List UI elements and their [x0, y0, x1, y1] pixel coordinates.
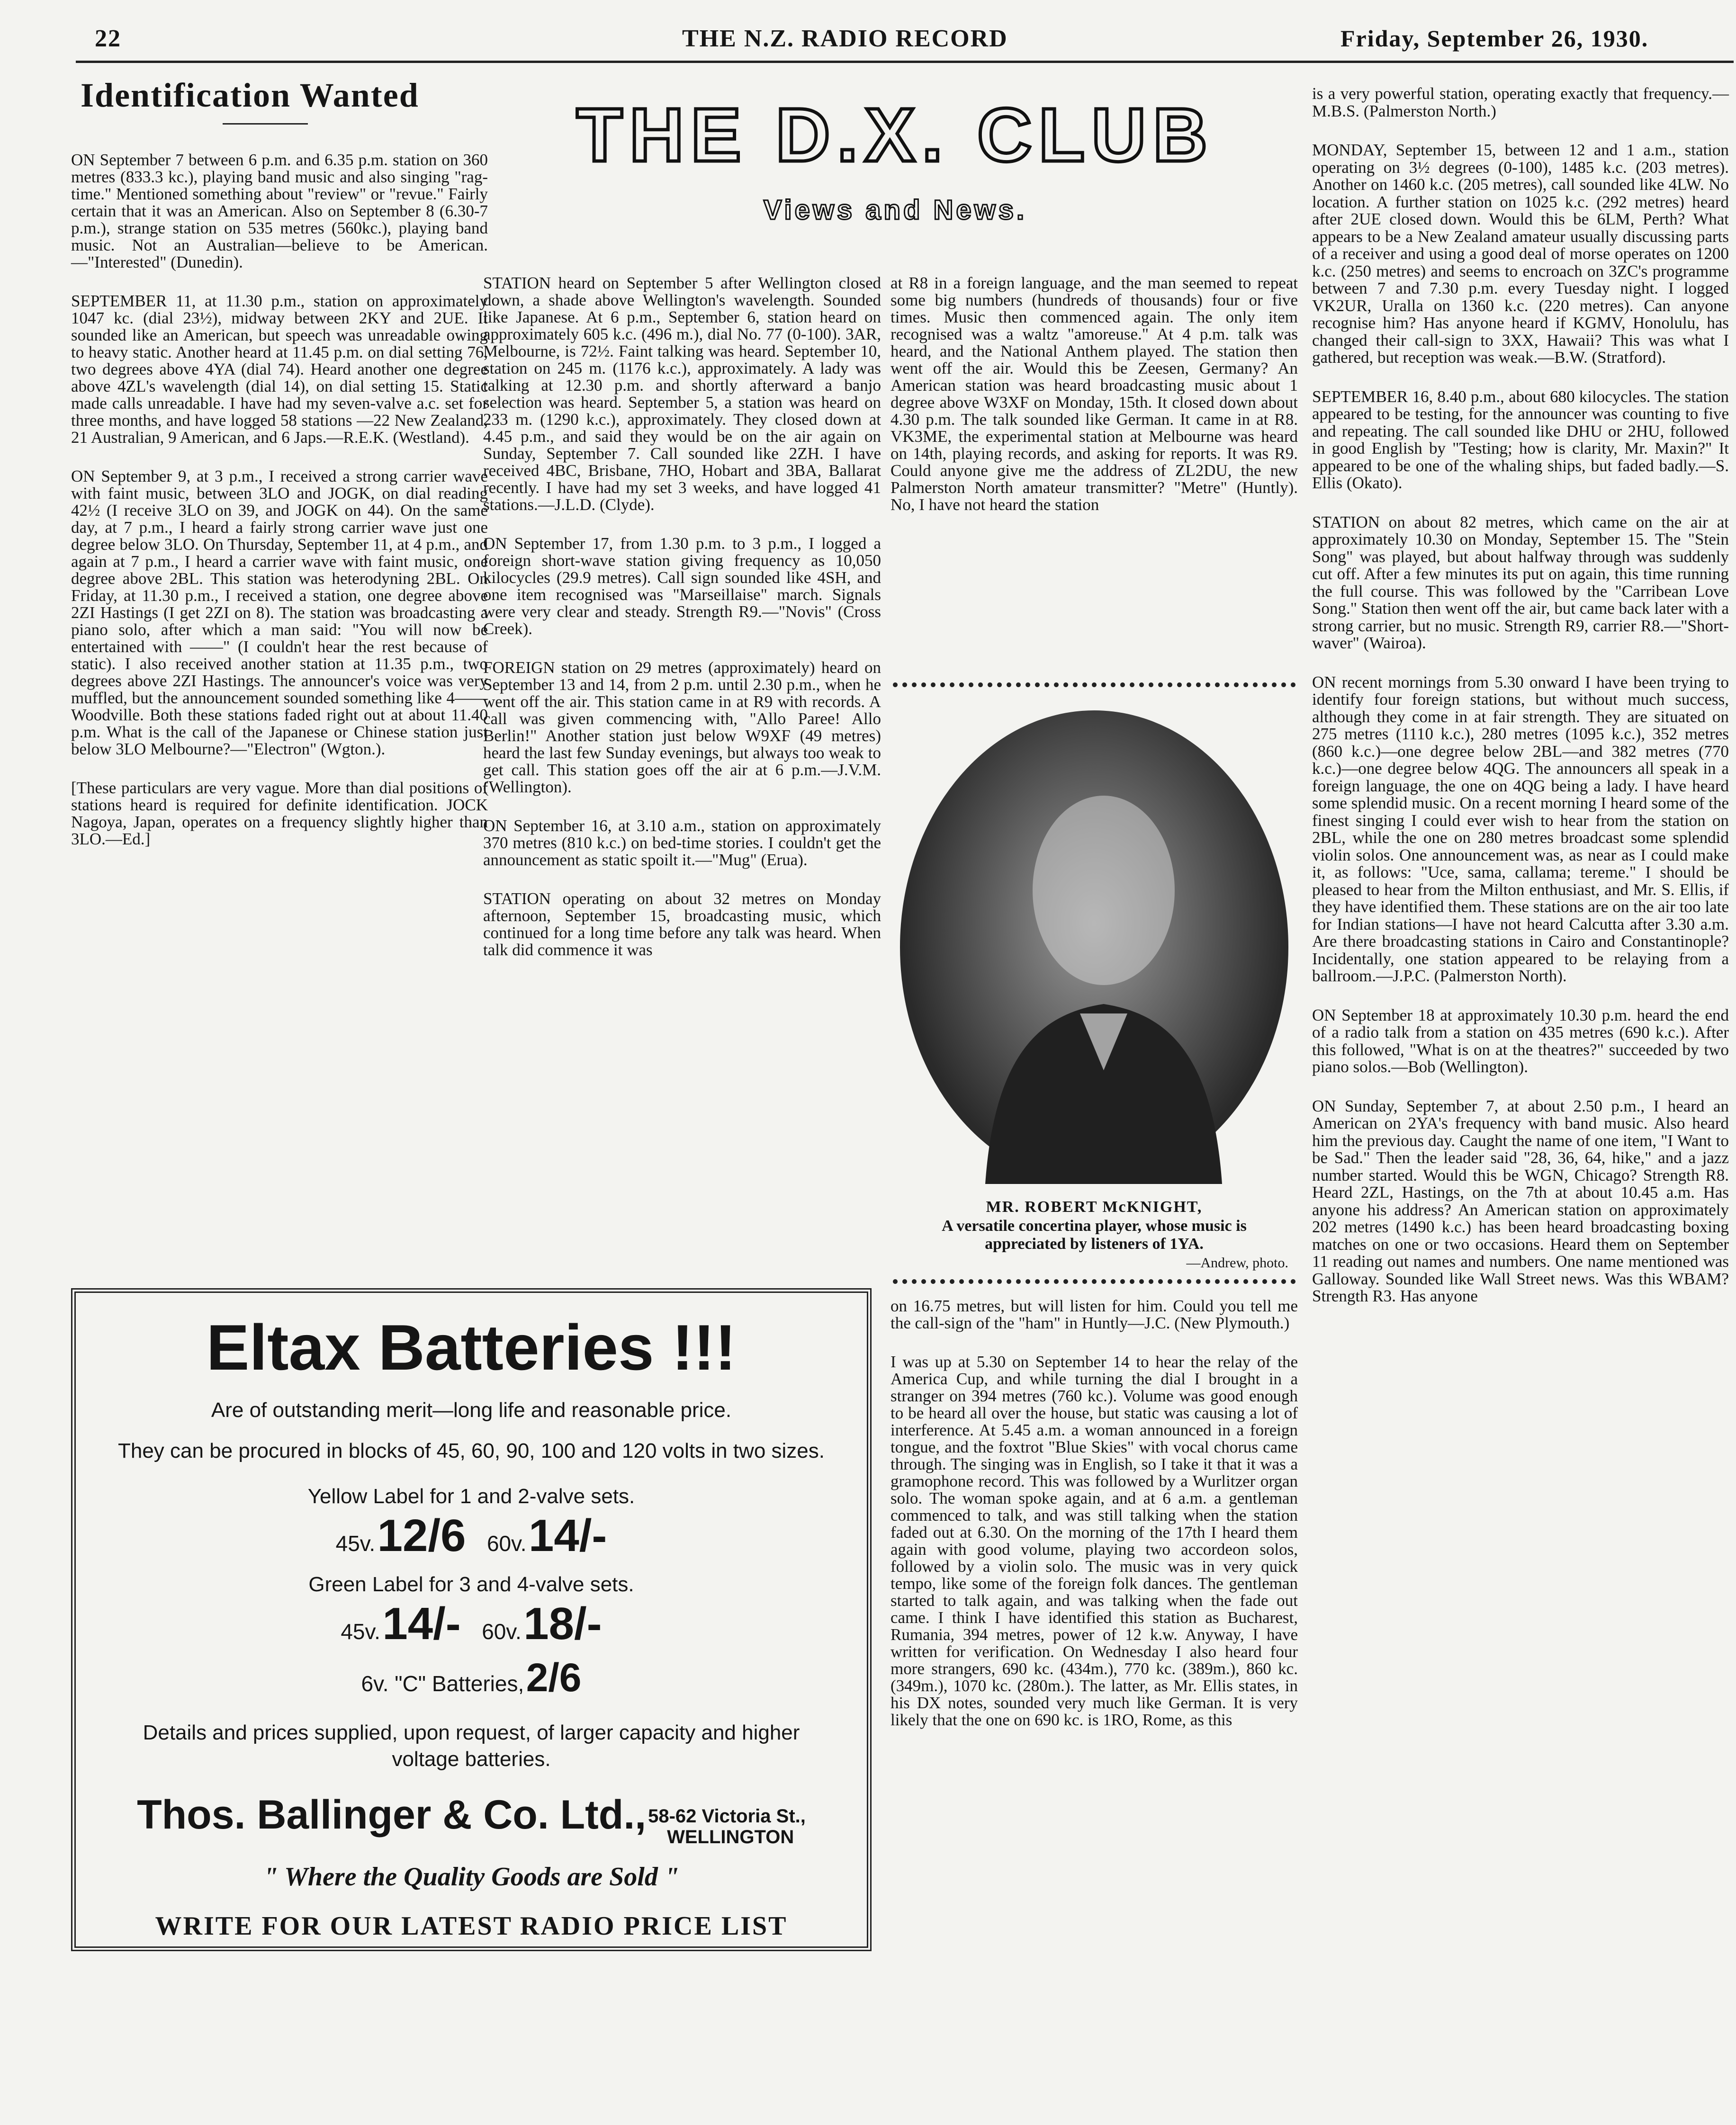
- col2-para-4: ON September 16, at 3.10 a.m., station on approximately 370 metres (810 k.c.) on bed-time stories. I couldn't get the announcement as static spoilt it.—"Mug" (Erua).: [483, 816, 881, 869]
- col3-top-para: at R8 in a foreign language, and the man seemed to repeat some big numbers (hundreds of thousands) four or five times. Music then commenced again. The only item recognised was a waltz "amoreuse." At 4 p.m. talk was heard, and the National Anthem played. The station then went off the air. Would this be Zeesen, Germany? An American station was heard broadcasting music about 1 degree above W3XF on Monday, 15th. It closed down about 4.30 p.m. The talk sounded like German. It came in at R8. VK3ME, the experimental station at Melbourne was heard on 14th, playing records, and asking for reports. It was R9. Could anyone give me the address of ZL2DU, the new Palmerston North amateur transmitter? "Metre" (Huntly). No, I have not heard the station: [890, 274, 1298, 514]
- col4-para-7: ON Sunday, September 7, at about 2.50 p.m., I heard an American on 2YA's frequency with band music. Also heard him the previous day. Caught the name of one item, "I Want to be Sad." Then the leader said "28, 36, 64, hike," and a jazz number started. Would this be WGN, Chicago? Strength R8. Heard 2ZL, Hastings, on the 7th at about 10.45 a.m. Has anyone his address? An American station on approximately 202 metres (1490 k.c.) has been heard broadcasting boxing matches on one or two occasions. Heard them on September 11 reading out names and numbers. One name mentioned was Galloway. Sounded like Wall Street news. Was this WBAM? Strength R3. Has anyone: [1312, 1096, 1729, 1305]
- issue-date: Friday, September 26, 1930.: [1340, 25, 1649, 52]
- g60: 60v.: [482, 1619, 522, 1644]
- col4-para-1: is a very powerful station, operating exactly that frequency.—M.B.S. (Palmerston North.): [1312, 84, 1729, 120]
- c-label: 6v. "C" Batteries,: [361, 1671, 524, 1696]
- col2-para-2: ON September 17, from 1.30 p.m. to 3 p.m., I logged a foreign short-wave station giving frequency as 10,050 kilocycles (29.9 metres). Call sign sounded like 4SH, and one item recognised was "Marseillaise" march. Signals were very clear and steady. Strength R9.—"Novis" (Cross Creek).: [483, 534, 881, 638]
- identification-title: Identification Wanted: [81, 76, 419, 114]
- publication-title: THE N.Z. RADIO RECORD: [682, 25, 1008, 52]
- y60-price: 14/-: [528, 1510, 607, 1561]
- photo-divider-top: [890, 682, 1298, 688]
- col2-para-1: STATION heard on September 5 after Wellington closed down, a shade above Wellington's wavelength. Sounded like Japanese. At 6 p.m., September 6, station heard on approximately 605 k.c. (496 m.), dial No. 77 (0-100). 3AR, Melbourne, is 72½. Faint talking was heard. September 10, station on 245 m. (1176 k.c.), approximately. A lady was talking at 12.30 p.m. and shortly afterward a banjo selection was heard. September 5, a station was heard on 233 m. (1290 k.c.), approximately. They closed down at 4.45 p.m., and said they would be on the air again on Sunday, September 7. Call sounded like 2ZH. I have received 4BC, Brisbane, 7HO, Hobart and 3BA, Ballarat recently. I have had my set 3 weeks, and have logged 41 stations.—J.L.D. (Clyde).: [483, 274, 881, 514]
- ad-title: Eltax Batteries !!!: [206, 1311, 737, 1383]
- ad-yellow-prices: [76, 1510, 867, 1562]
- col4-para-4: STATION on about 82 metres, which came on the air at approximately 10.30 on Monday, September 15. The "Stein Song" was played, but about halfway through was suddenly cut off. After a few minutes its put on again, this time running the full course. This was followed by the "Carribean Love Song." Station then went off the air, but came back later with a strong carrier, but no music. Strength R9, carrier R8.—"Short-waver" (Wairoa).: [1312, 512, 1729, 652]
- ad-c-batteries: [76, 1655, 867, 1701]
- photo-credit: —Andrew, photo.: [1186, 1255, 1288, 1271]
- ad-address-1: 58-62 Victoria St.,: [648, 1806, 806, 1827]
- header-rule: [76, 61, 1734, 63]
- title-underline: [223, 123, 308, 125]
- eltax-advertisement: [71, 1288, 872, 1951]
- ad-company-row: [76, 1792, 867, 1847]
- left-para-1: ON September 7 between 6 p.m. and 6.35 p.m. station on 360 metres (833.3 kc.), playing band music and also singing "rag-time." Mentioned something about "review" or "revue." Fairly certain that it was an American. Also on September 8 (6.30-7 p.m.), strange station on 535 metres (560kc.), playing band music. Not an Australian—believe to be American.—"Interested" (Dunedin).: [71, 151, 488, 271]
- ad-address-2: WELLINGTON: [667, 1827, 794, 1848]
- col3-bottom-para-1: on 16.75 metres, but will listen for him. Could you tell me the call-sign of the "ham" in Huntly—J.C. (New Plymouth.): [890, 1297, 1298, 1332]
- column-3-top: [890, 275, 1298, 535]
- ad-green-prices: [76, 1598, 867, 1650]
- ad-line-2: They can be procured in blocks of 45, 60, 90, 100 and 120 volts in two sizes.: [117, 1439, 825, 1462]
- ad-company: Thos. Ballinger & Co. Ltd.,: [137, 1792, 647, 1838]
- column-4: [1312, 85, 1729, 1327]
- y60: 60v.: [486, 1531, 527, 1556]
- ad-footer: WRITE FOR OUR LATEST RADIO PRICE LIST: [155, 1911, 788, 1941]
- ad-line-1: Are of outstanding merit—long life and reasonable price.: [211, 1399, 732, 1422]
- column-3-bottom: [890, 1298, 1298, 1750]
- ad-details: Details and prices supplied, upon request, of larger capacity and higher voltage batteries.: [143, 1721, 800, 1771]
- col2-para-5: STATION operating on about 32 metres on Monday afternoon, September 15, broadcasting music, which continued for a long time before any talk was heard. When talk did commence it was: [483, 889, 881, 959]
- y45-price: 12/6: [377, 1510, 466, 1561]
- ad-slogan: " Where the Quality Goods are Sold ": [263, 1862, 679, 1892]
- left-para-3: ON September 9, at 3 p.m., I received a strong carrier wave with faint music, between 3LO and JOGK, on dial reading 42½ (I receive 3LO on 39, and JOGK on 44). On the same day, at 7 p.m., I heard a fairly strong carrier wave just one degree below 3LO. On Thursday, September 11, at 4 p.m., and again at 7 p.m., I heard a carrier wave with faint music, one degree above 2BL. This station was heterodyning 2BL. On Friday, at 11.30 p.m., I received a station, one degree above 2ZI Hastings (I get 2ZI on 8). The station was broadcasting a piano solo, after which a man said: "You will now be entertained with ——" (I couldn't hear the rest because of static). I also received another station at 11.35 p.m., two degrees above 2ZI Hastings. The announcer's voice was very muffled, but the announcement sounded something like 4—— Woodville. Both these stations faded right out at about 11.40 p.m. What is the call of the Japanese or Chinese station just below 3LO Melbourne?—"Electron" (Wgton.).: [71, 467, 488, 758]
- col3-bottom-para-2: I was up at 5.30 on September 14 to hear the relay of the America Cup, and while turning the dial I brought in a stranger on 394 metres (760 kc.). Volume was good enough to be heard all over the house, but static was causing a lot of interference. At 5.45 a.m. a woman announced in a foreign tongue, and the foxtrot "Blue Skies" with vocal chorus came through. The singing was in English, so I take it that it was a gramophone record. This was followed by a Wurlitzer organ solo. The woman spoke again, and at 6 a.m. a gentleman commenced to talk, and was still talking when the station faded out at 6.30. On the morning of the 17th I heard them again with good volume, playing two accordeon solos, followed by a violin solo. The music was in very quick tempo, like some of the foreign folk dances. The gentleman started to talk again, and was talking when the fade out came. I think I have identified this station as Bucharest, Rumania, 394 metres, power of 12 k.w. Anyway, I have written for verification. On Wednesday I also heard four more strangers, 690 kc. (434m.), 770 kc. (389m.), 860 kc. (349m.), 1070 kc. (280m.). The latter, as Mr. Ellis states, in his DX notes, sounded very much like German. It is very likely that the one on 690 kc. is 1RO, Rome, as this: [890, 1353, 1298, 1729]
- photo-caption: A versatile concertina player, whose music is appreciated by listeners of 1YA.: [942, 1217, 1247, 1253]
- col2-para-3: FOREIGN station on 29 metres (approximately) heard on September 13 and 14, from 2 p.m. until 2.30 p.m., when he went off the air. This station came in at R9 with records. A call was given commencing with, "Allo Paree! Allo Berlin!" Another station just below W9XF (49 metres) heard the last few Sunday evenings, but always too weak to get call. This station goes off the air at 6 p.m.—J.V.M. (Wellington).: [483, 658, 881, 796]
- ad-green-label: Green Label for 3 and 4-valve sets.: [308, 1573, 634, 1596]
- column-2: [483, 275, 881, 980]
- col4-para-2: MONDAY, September 15, between 12 and 1 a.m., station operating on 3½ degrees (0-100), 1485 k.c. (203 metres). Another on 1460 k.c. (205 metres), call sounded like 4LW. No location. A further station on 1025 k.c. (292 metres) heard after 2UE closed down. Would this be 6LM, Perth? What appears to be a New Zealand amateur usually discussing parts of a receiver and using a good deal of morse operates on 1200 k.c. (250 metres) and seems to encroach on 3ZC's programme between 7 and 7.30 p.m. every Tuesday night. I logged VK2UR, Uralla on 1360 k.c. (220 metres). Can anyone recognise him? Has anyone heard if KGMV, Honolulu, has changed their call-sign to 3XX, Hawaii? This was what I gathered, but reception was weak.—B.W. (Stratford).: [1312, 141, 1729, 367]
- g45-price: 14/-: [382, 1598, 461, 1649]
- c-price: 2/6: [526, 1655, 582, 1700]
- portrait-silhouette-icon: [900, 710, 1288, 1184]
- left-column: [71, 152, 488, 870]
- y45: 45v.: [335, 1531, 376, 1556]
- photo-name: MR. ROBERT McKNIGHT,: [986, 1198, 1203, 1216]
- portrait-photo: [900, 710, 1288, 1184]
- photo-divider-bottom: [890, 1279, 1298, 1284]
- g60-price: 18/-: [523, 1598, 602, 1649]
- g45: 45v.: [341, 1619, 380, 1644]
- dx-club-subtitle: Views and News.: [763, 195, 1027, 225]
- left-para-2: SEPTEMBER 11, at 11.30 p.m., station on approximately 1047 kc. (dial 23½), midway between 2KY and 2UE. It sounded like an American, but speech was unreadable owing to heavy static. Another heard at 11.45 p.m. on dial setting 76, two degrees above 4YA (dial 74). Heard another one degree above 4ZL's wavelength (dial 14), on dial setting 15. Static made calls unreadable. I have had my seven-valve a.c. set for three months, and have logged 58 stations —22 New Zealand, 21 Australian, 9 American, and 6 Japs.—R.E.K. (Westland).: [71, 292, 488, 447]
- editor-note: [These particulars are very vague. More than dial positions of stations heard is required for definite identification. JOCK Nagoya, Japan, operates on a frequency slightly higher than 3LO.—Ed.]: [71, 779, 488, 848]
- ad-yellow-label: Yellow Label for 1 and 2-valve sets.: [307, 1485, 635, 1508]
- col4-para-3: SEPTEMBER 16, 8.40 p.m., about 680 kilocycles. The station appeared to be testing, for the announcer was counting to five and repeating. The call sounded like DHU or 2HU, followed in good English by "Testing; how is clarity, Mr. Maxin?" It appeared to be one of the whaling ships, but faded badly.—S. Ellis (Okato).: [1312, 387, 1729, 492]
- dx-club-title: THE D.X. CLUB: [576, 92, 1214, 177]
- page-number: 22: [95, 25, 121, 52]
- col4-para-6: ON September 18 at approximately 10.30 p.m. heard the end of a radio talk from a station on 435 metres (690 k.c.). After this followed, "What is on at the theatres?" succeeded by two piano solos.—Bob (Wellington).: [1312, 1005, 1729, 1076]
- col4-para-5: ON recent mornings from 5.30 onward I have been trying to identify four foreign stations, but without much success, although they come in at fair strength. They are situated on 275 metres (1110 k.c.), 280 metres (1095 k.c.), 352 metres (860 k.c.)—one degree below 2BL—and 382 metres (770 k.c.)—one degree below 4QG. The announcers all speak in a foreign language, the one on 4QG being a lady. I have heard some splendid music. On a recent morning I heard some of the finest singing I could ever wish to hear from the station on 2BL, while the one on 280 metres broadcast some splendid violin solos. One announcement was, as near as I could make it, as follows: "Uce, sama, callama; tereme." I should be pleased to hear from the Milton enthusiast, and Mr. S. Ellis, if they have identified them. These stations are on the air too late for Indian stations—I have not heard Calcutta after 3.30 a.m. Are there broadcasting stations in Cairo and Constantinople? Incidentally, one station appeared to be relaying from a ballroom.—J.P.C. (Palmerston North).: [1312, 672, 1729, 985]
